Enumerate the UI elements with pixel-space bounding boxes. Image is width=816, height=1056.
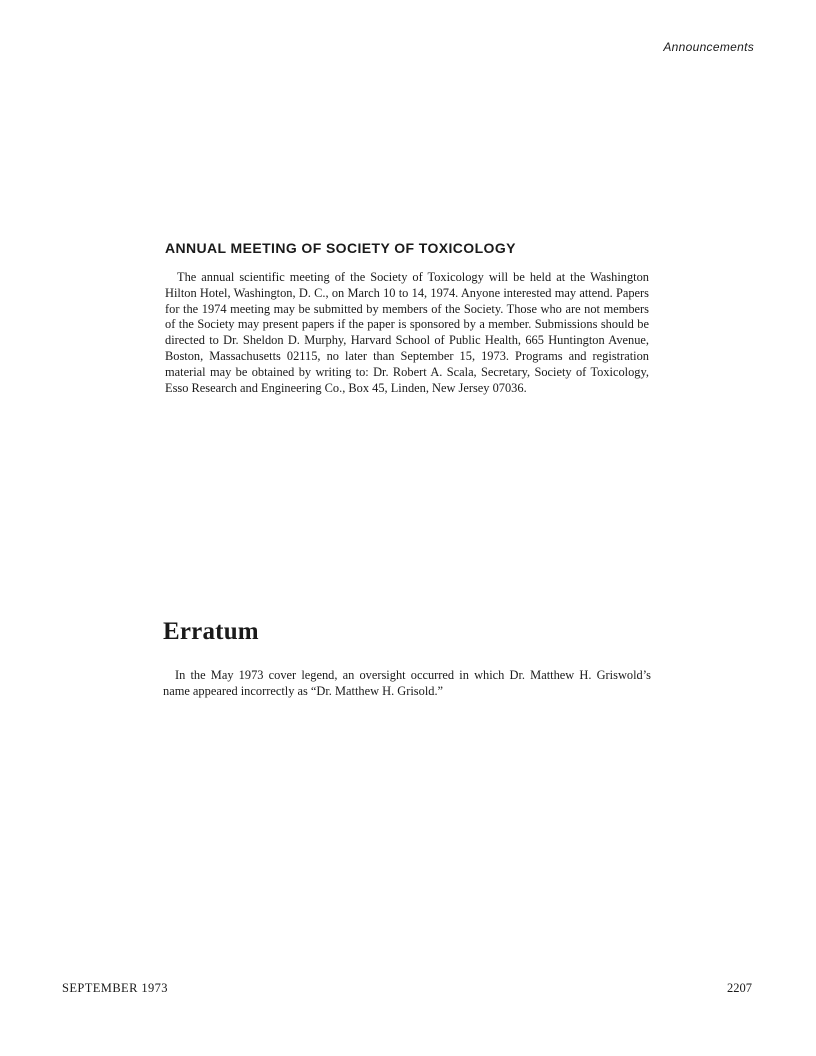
erratum-section [163, 618, 651, 700]
announcement-section [165, 240, 649, 396]
footer-issue-date: SEPTEMBER 1973 [62, 981, 168, 995]
erratum-title: Erratum [163, 618, 259, 645]
announcement-title: ANNUAL MEETING OF SOCIETY OF TOXICOLOGY [165, 240, 516, 256]
footer-page-number: 2207 [727, 981, 752, 995]
announcement-body: The annual scientific meeting of the Society of Toxicology will be held at the Washington Hilton Hotel, Washington, D. C., on March 10 to 14, 1974. Anyone interested may attend. Papers for the 1974 meeting may be submitted by members of the Society. Those who are not members of the Society may present papers if the paper is sponsored by a member. Submissions should be directed to Dr. Sheldon D. Murphy, Harvard School of Public Health, 665 Huntington Avenue, Boston, Massachusetts 02115, no later than September 15, 1973. Programs and registration material may be obtained by writing to: Dr. Robert A. Scala, Secretary, Society of Toxicology, Esso Research and Engineering Co., Box 45, Linden, New Jersey 07036. [165, 270, 649, 395]
running-head: Announcements [663, 40, 754, 54]
erratum-body: In the May 1973 cover legend, an oversight occurred in which Dr. Matthew H. Griswold’s name appeared incorrectly as “Dr. Matthew H. Grisold.” [163, 668, 651, 698]
